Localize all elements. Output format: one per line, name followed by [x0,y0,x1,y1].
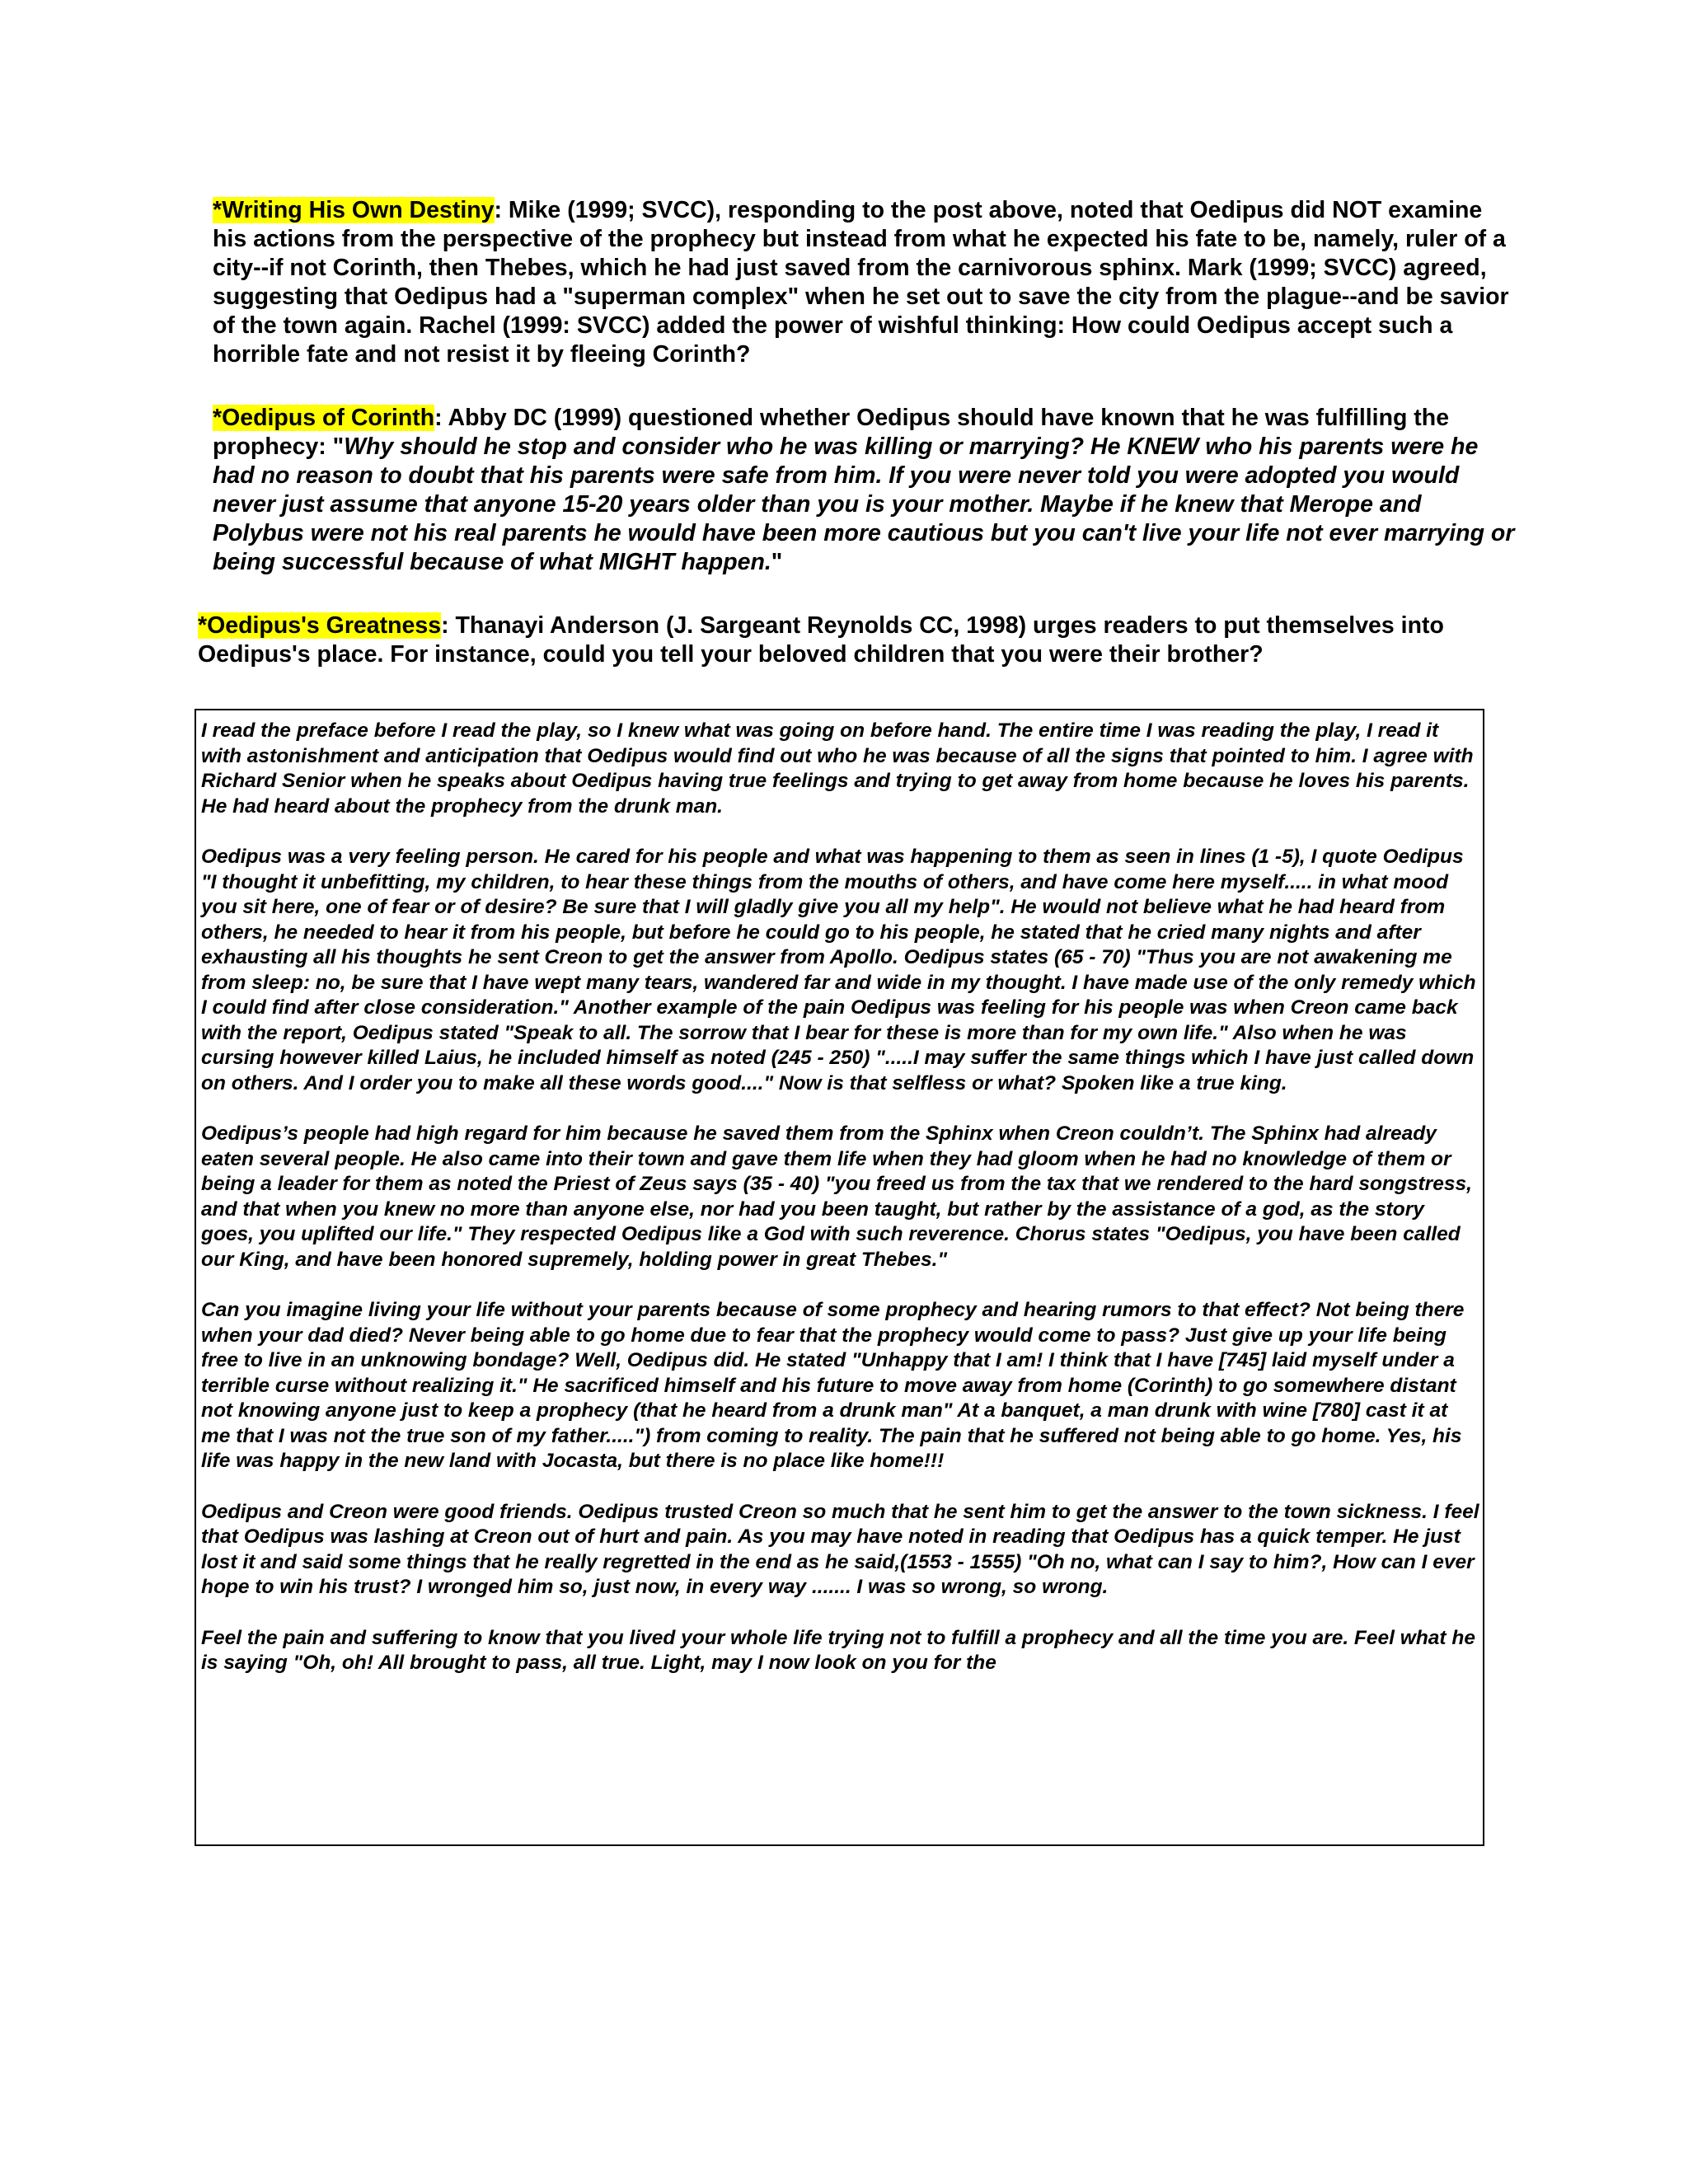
section-text: : Abby DC (1999) questioned whether Oedipus should have known that he was fulfilling the prophecy: " [213,405,1450,460]
section-heading: *Writing His Own Destiny [213,197,495,223]
section-text: : Thanayi Anderson (J. Sargeant Reynolds CC, 1998) urges readers to put themselves into Oedipus's place. For instance, could you tell your beloved children that you were their brother? [198,612,1444,668]
section-oedipus-of-corinth [213,404,1515,577]
essay-paragraph: Feel the pain and suffering to know that you lived your whole life trying not to fulfill a prophecy and all the time you are. Feel what he is saying "Oh, oh! All brought to pass, all true. Light, may I now look on you for the [201,1626,1475,1674]
essay-paragraph: Can you imagine living your life without your parents because of some prophecy and hearing rumors to that effect? Not being there when your dad died? Never being able to go home due to fear that the prophecy would come to pass? Just give up your life being free to live in an unknowing bondage? Well, Oedipus did. He stated "Unhappy that I am! I think that I have [745] laid myself under a terrible curse without realizing it." He sacrificed himself and his future to move away from home (Corinth) to go somewhere distant not knowing anyone just to keep a prophecy (that he heard from a drunk man" At a banquet, a man drunk with wine [780] cast it at me that I was not the true son of my father.....") from coming to reality. The pain that he suffered not being able to go home. Yes, his life was happy in the new land with Jocasta, but there is no place like home!!! [201,1299,1465,1472]
essay-paragraph: Oedipus’s people had high regard for him because he saved them from the Sphinx when Creon couldn’t. The Sphinx had already eaten several people. He also came into their town and gave them life when they had gloom when he had no knowledge of them or being a leader for them as noted the Priest of Zeus says (35 - 40) "you freed us from the tax that we rendered to the hard songstress, and that when you knew no more than anyone else, nor had you been taught, but rather by the assistance of a god, as the story goes, you uplifted our life." They respected Oedipus like a God with such reverence. Chorus states "Oedipus, you have been called our King, and have been honored supremely, holding power in great Thebes." [201,1122,1472,1271]
student-essay-box [195,709,1484,1846]
section-oedipus-greatness [198,612,1500,669]
section-writing-his-own-destiny [213,196,1515,369]
section-heading: *Oedipus of Corinth [213,405,435,431]
quote-close: " [771,549,783,575]
essay-paragraph: I read the preface before I read the play, so I knew what was going on before hand. The entire time I was reading the play, I read it with astonishment and anticipation that Oedipus would find out who he was because of all the signs that pointed to him. I agree with Richard Senior when he speaks about Oedipus having true feelings and trying to get away from home because he loves his parents. He had heard about the prophecy from the drunk man. [201,719,1474,818]
essay-paragraph: Oedipus and Creon were good friends. Oedipus trusted Creon so much that he sent him to get the answer to the town sickness. I feel that Oedipus was lashing at Creon out of hurt and pain. As you may have noted in reading that Oedipus has a quick temper. He just lost it and said some things that he really regretted in the end as he said,(1553 - 1555) "Oh no, what can I say to him?, How can I ever hope to win his trust? I wronged him so, just now, in every way ....... I was so wrong, so wrong. [201,1500,1479,1598]
section-heading: *Oedipus's Greatness [198,612,442,639]
section-quote: Why should he stop and consider who he was killing or marrying? He KNEW who his parents were he had no reason to doubt that his parents were safe from him. If you were never told you were adopted you would never just assume that anyone 15-20 years older than you is your mother. Maybe if he knew that Merope and Polybus were not his real parents he would have been more cautious but you can't live your life not ever marrying or being successful because of what MIGHT happen. [213,434,1515,575]
section-text: : Mike (1999; SVCC), responding to the post above, noted that Oedipus did NOT examine his actions from the perspective of the prophecy but instead from what he expected his fate to be, namely, ruler of a city--if not Corinth, then Thebes, which he had just saved from the carnivorous sphinx. Mark (1999; SVCC) agreed, suggesting that Oedipus had a "superman complex" when he set out to save the city from the plague--and be savior of the town again. Rachel (1999: SVCC) added the power of wishful thinking: How could Oedipus accept such a horrible fate and not resist it by fleeing Corinth? [213,197,1509,368]
essay-paragraph: Oedipus was a very feeling person. He cared for his people and what was happening to them as seen in lines (1 -5), I quote Oedipus "I thought it unbefitting, my children, to hear these things from the mouths of others, and have come here myself..... in what mood you sit here, one of fear or of desire? Be sure that I will gladly give you all my help". He would not believe what he had heard from others, he needed to hear it from his people, but before he could go to his people, he stated that he cried many nights and after exhausting all his thoughts he sent Creon to get the answer from Apollo. Oedipus states (65 - 70) "Thus you are not awakening me from sleep: no, be sure that I have wept many tears, wandered far and wide in my thought. I have made use of the only remedy which I could find after close consideration." Another example of the pain Oedipus was feeling for his people was when Creon came back with the report, Oedipus stated "Speak to all. The sorrow that I bear for these is more than for my own life." Also when he was cursing however killed Laius, he included himself as noted (245 - 250) ".....I may suffer the same things which I have just called down on others. And I order you to make all these words good...." Now is that selfless or what? Spoken like a true king. [201,846,1476,1094]
